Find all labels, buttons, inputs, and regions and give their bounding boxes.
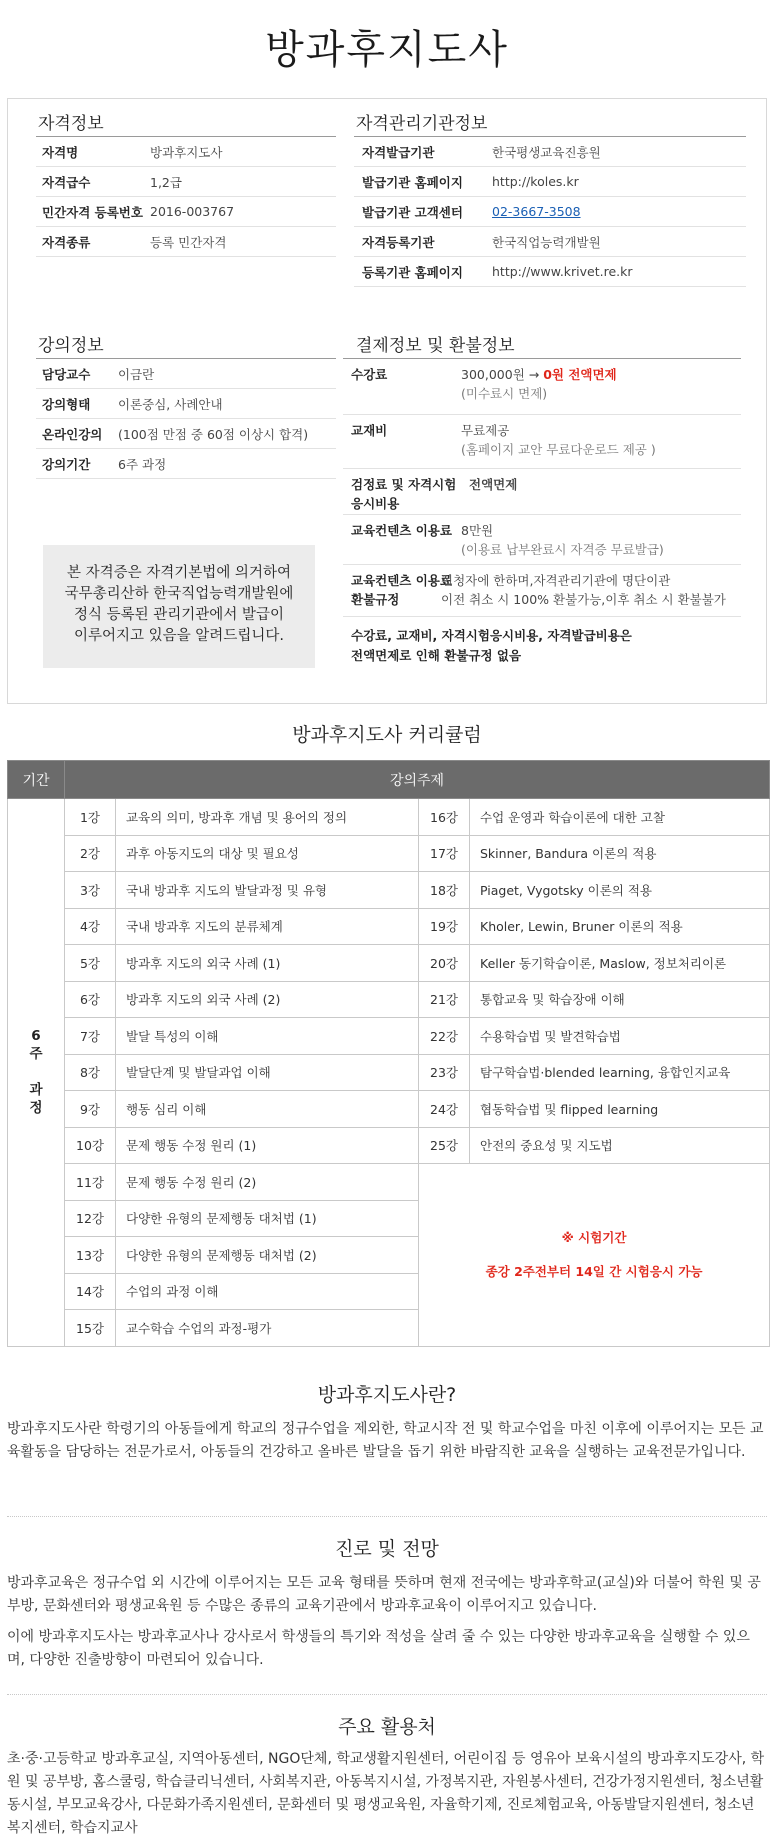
lecture-number: 8강 (65, 1054, 116, 1091)
refund-label (351, 571, 452, 609)
lecture-topic: 문제 행동 수정 원리 (2) (116, 1164, 419, 1201)
info-box (7, 98, 767, 704)
lecture-number: 20강 (419, 945, 470, 982)
lecture-number: 13강 (65, 1237, 116, 1274)
table-row (8, 981, 770, 1018)
qualification-row (36, 167, 336, 197)
lecture-number: 16강 (419, 799, 470, 836)
lecture-number: 23강 (419, 1054, 470, 1091)
about-title: 방과후지도사란? (317, 1384, 457, 1406)
notice-line: 본 자격증은 자격기본법에 의거하여 (67, 565, 291, 581)
table-header-row (8, 761, 770, 799)
table-row (8, 1054, 770, 1091)
period-cell (8, 799, 65, 1347)
lecture-topic: Keller 동기학습이론, Maslow, 정보처리이론 (470, 945, 770, 982)
lecture-number: 4강 (65, 908, 116, 945)
lecture-number: 22강 (419, 1018, 470, 1055)
lecture-topic: 통합교육 및 학습장애 이해 (470, 981, 770, 1018)
refund-final-note (351, 626, 741, 666)
lecture-number: 25강 (419, 1127, 470, 1164)
lecture-topic: 수업의 과정 이해 (116, 1273, 419, 1310)
lecture-number: 2강 (65, 835, 116, 872)
row-value: 방과후지도사 (150, 144, 223, 160)
refund-label-line: 교육컨텐츠 이용료 (351, 573, 452, 588)
qualification-row (36, 227, 336, 257)
career-body-1: 방과후교육은 정규수업 외 시간에 이루어지는 모든 교육 형태를 뜻하며 현재 전국에는 방과후학교(교실)와 더불어 학원 및 공부방, 문화센터와 평생교육원 등 수많은 종류의 교육기관에서 방과후교육이 이루어지고 있습니다. (7, 1575, 761, 1614)
table-row (8, 799, 770, 836)
table-row (8, 1164, 770, 1201)
exam-fee-label-line: 검정료 및 자격시험 (351, 477, 457, 492)
table-row (8, 908, 770, 945)
material-note: (홈페이지 교안 무료다운로드 제공 ) (461, 442, 656, 457)
agency-heading: 자격관리기관정보 (356, 114, 488, 134)
notice-line: 국무총리산하 한국직업능력개발원에 (64, 586, 294, 602)
lecture-heading: 강의정보 (38, 336, 104, 356)
row-value: 이금란 (118, 366, 155, 382)
content-fee-note: (이용료 납부완료시 자격증 무료발급) (461, 542, 664, 557)
refund-value (441, 571, 726, 609)
section-divider (7, 1516, 767, 1517)
row-value: 2016-003767 (150, 204, 235, 219)
notice-line: 정식 등록된 관리기관에서 발급이 (74, 607, 284, 623)
usage-body: 초·중·고등학교 방과후교실, 지역아동센터, NGO단체, 학교생활지원센터, 어린이집 등 영유아 보육시설의 방과후지도강사, 학원 및 공부방, 홈스쿨링, 학습클리닉센터, 사회복지관, 아동복지시설, 가정복지관, 자원봉사센터, 건강가정지원센터, 청소년활동시설, 부모교육강사, 다문화가족지원센터, 문화센터 및 평생교육원, 자율학기제, 진로체험교육, 아동발달지원센터, 청소년복지센터, 학습지교사 (7, 1751, 765, 1836)
lecture-topic: 교육의 의미, 방과후 개념 및 용어의 정의 (116, 799, 419, 836)
lecture-topic: 교수학습 수업의 과정-평가 (116, 1310, 419, 1347)
tuition-row (343, 359, 741, 415)
exam-fee-value: 전액면제 (469, 477, 518, 492)
table-row (8, 872, 770, 909)
period-text: 주 (29, 1046, 43, 1063)
lecture-topic: 방과후 지도의 외국 사례 (1) (116, 945, 419, 982)
lecture-number: 1강 (65, 799, 116, 836)
lecture-number: 24강 (419, 1091, 470, 1128)
row-value: 1,2급 (150, 174, 182, 190)
qualification-row (36, 137, 336, 167)
lecture-topic: 국내 방과후 지도의 발달과정 및 유형 (116, 872, 419, 909)
lecture-topic: 다양한 유형의 문제행동 대처법 (2) (116, 1237, 419, 1274)
lecture-topic: 다양한 유형의 문제행동 대처법 (1) (116, 1200, 419, 1237)
row-label: 강의형태 (42, 396, 91, 412)
content-fee-value (461, 521, 664, 559)
lecture-topic: Skinner, Bandura 이론의 적용 (470, 835, 770, 872)
material-value (461, 421, 656, 459)
row-label: 등록기관 홈페이지 (362, 264, 463, 280)
refund-row (343, 565, 741, 617)
refund-value-line: 신청자에 한하며,자격관리기관에 명단이관 (441, 573, 671, 588)
qualification-row (36, 197, 336, 227)
row-label: 자격명 (42, 144, 79, 160)
exam-fee-label (351, 475, 456, 513)
exam-fee-row (343, 469, 741, 515)
agency-row (354, 197, 746, 227)
curriculum-table (7, 760, 770, 1347)
lecture-topic: 과후 아동지도의 대상 및 필요성 (116, 835, 419, 872)
lecture-topic: 문제 행동 수정 원리 (1) (116, 1127, 419, 1164)
material-label: 교재비 (351, 423, 388, 438)
lecture-topic: 발달 특성의 이해 (116, 1018, 419, 1055)
phone-link[interactable]: 02-3667-3508 (492, 204, 581, 219)
period-text: 정 (29, 1100, 43, 1117)
exam-period-cell (419, 1164, 770, 1347)
row-value: 등록 민간자격 (150, 234, 227, 250)
lecture-number: 17강 (419, 835, 470, 872)
lecture-topic: 협동학습법 및 flipped learning (470, 1091, 770, 1128)
final-note-line: 수강료, 교재비, 자격시험응시비용, 자격발급비용은 (351, 628, 632, 643)
tuition-free: 0원 전액면제 (543, 367, 617, 382)
content-fee-row (343, 515, 741, 565)
row-label: 자격등록기관 (362, 234, 435, 250)
content-fee-price: 8만원 (461, 523, 494, 538)
lecture-row (36, 389, 336, 419)
lecture-number: 14강 (65, 1273, 116, 1310)
lecture-number: 21강 (419, 981, 470, 1018)
table-row (8, 945, 770, 982)
lecture-topic: 방과후 지도의 외국 사례 (2) (116, 981, 419, 1018)
qualification-heading: 자격정보 (38, 114, 104, 134)
tuition-label: 수강료 (351, 367, 388, 382)
exam-fee-label-line: 응시비용 (351, 496, 400, 511)
table-row (8, 1127, 770, 1164)
row-value: 이론중심, 사례안내 (118, 396, 223, 412)
usage-title: 주요 활용처 (338, 1716, 436, 1738)
lecture-number: 12강 (65, 1200, 116, 1237)
lecture-number: 10강 (65, 1127, 116, 1164)
lecture-topic: Piaget, Vygotsky 이론의 적용 (470, 872, 770, 909)
row-label: 자격급수 (42, 174, 91, 190)
about-body: 방과후지도사란 학령기의 아동들에게 학교의 정규수업을 제외한, 학교시작 전 및 학교수업을 마친 이후에 이루어지는 모든 교육활동을 담당하는 전문가로서, 아동들의 건강하고 올바른 발달을 돕기 위한 바람직한 교육을 실행하는 교육전문가입니다. (7, 1421, 764, 1460)
row-label: 자격종류 (42, 234, 91, 250)
row-label: 온라인강의 (42, 426, 103, 442)
tuition-price: 300,000원 → (461, 367, 540, 382)
lecture-topic: 국내 방과후 지도의 분류체계 (116, 908, 419, 945)
refund-label-line: 환불규정 (351, 592, 400, 607)
period-text: 6 (31, 1028, 41, 1045)
lecture-number: 7강 (65, 1018, 116, 1055)
exam-period-title: ※ 시험기간 (561, 1229, 627, 1245)
lecture-row (36, 359, 336, 389)
row-label: 발급기관 홈페이지 (362, 174, 463, 190)
row-label: 담당교수 (42, 366, 91, 382)
table-row (8, 1091, 770, 1128)
career-title: 진로 및 전망 (335, 1538, 439, 1560)
row-value: (100점 만점 중 60점 이상시 합격) (118, 426, 309, 442)
lecture-number: 18강 (419, 872, 470, 909)
lecture-topic: 수업 운영과 학습이론에 대한 고찰 (470, 799, 770, 836)
lecture-topic: 발달단계 및 발달과업 이해 (116, 1054, 419, 1091)
agency-row (354, 227, 746, 257)
lecture-number: 11강 (65, 1164, 116, 1201)
lecture-topic: 안전의 중요성 및 지도법 (470, 1127, 770, 1164)
row-label: 자격발급기관 (362, 144, 435, 160)
topic-header: 강의주제 (65, 761, 770, 799)
section-divider (7, 1694, 767, 1695)
final-note-line: 전액면제로 인해 환불규정 없음 (351, 648, 522, 663)
tuition-note: (미수료시 면제) (461, 386, 548, 401)
lecture-number: 15강 (65, 1310, 116, 1347)
curriculum-title: 방과후지도사 커리큘럼 (292, 724, 482, 746)
lecture-number: 9강 (65, 1091, 116, 1128)
lecture-number: 5강 (65, 945, 116, 982)
career-body-2: 이에 방과후지도사는 방과후교사나 강사로서 학생들의 특기와 적성을 살려 줄 수 있는 다양한 방과후교육을 실행할 수 있으며, 다양한 진출방향이 마련되어 있습니다. (7, 1629, 750, 1668)
notice-line: 이루어지고 있음을 알려드립니다. (74, 628, 284, 644)
lecture-number: 3강 (65, 872, 116, 909)
period-text: 과 (29, 1082, 43, 1099)
page-title: 방과후지도사 (265, 27, 509, 73)
row-label: 민간자격 등록번호 (42, 204, 143, 220)
row-value: 한국평생교육진흥원 (492, 144, 601, 160)
table-row (8, 835, 770, 872)
certification-notice (43, 545, 315, 668)
lecture-row (36, 449, 336, 479)
lecture-topic: 수용학습법 및 발견학습법 (470, 1018, 770, 1055)
content-fee-label: 교육컨텐츠 이용료 (351, 523, 452, 538)
exam-period-desc: 종강 2주전부터 14일 간 시험응시 가능 (485, 1263, 703, 1279)
agency-row (354, 257, 746, 287)
agency-row (354, 167, 746, 197)
payment-heading: 결제정보 및 환불정보 (356, 336, 515, 356)
row-value: 한국직업능력개발원 (492, 234, 601, 250)
row-label: 발급기관 고객센터 (362, 204, 463, 220)
lecture-row (36, 419, 336, 449)
row-value: http://koles.kr (492, 174, 579, 189)
row-label: 강의기간 (42, 456, 91, 472)
material-row (343, 415, 741, 469)
tuition-value (461, 365, 617, 403)
lecture-topic: 행동 심리 이해 (116, 1091, 419, 1128)
refund-value-line: 이전 취소 시 100% 환불가능,이후 취소 시 환불불가 (441, 592, 726, 607)
lecture-number: 19강 (419, 908, 470, 945)
lecture-topic: Kholer, Lewin, Bruner 이론의 적용 (470, 908, 770, 945)
lecture-number: 6강 (65, 981, 116, 1018)
lecture-topic: 탐구학습법·blended learning, 융합인지교육 (470, 1054, 770, 1091)
row-value: 6주 과정 (118, 456, 167, 472)
agency-row (354, 137, 746, 167)
material-price: 무료제공 (461, 423, 510, 438)
period-header: 기간 (8, 761, 65, 799)
table-row (8, 1018, 770, 1055)
row-value: http://www.krivet.re.kr (492, 264, 633, 279)
